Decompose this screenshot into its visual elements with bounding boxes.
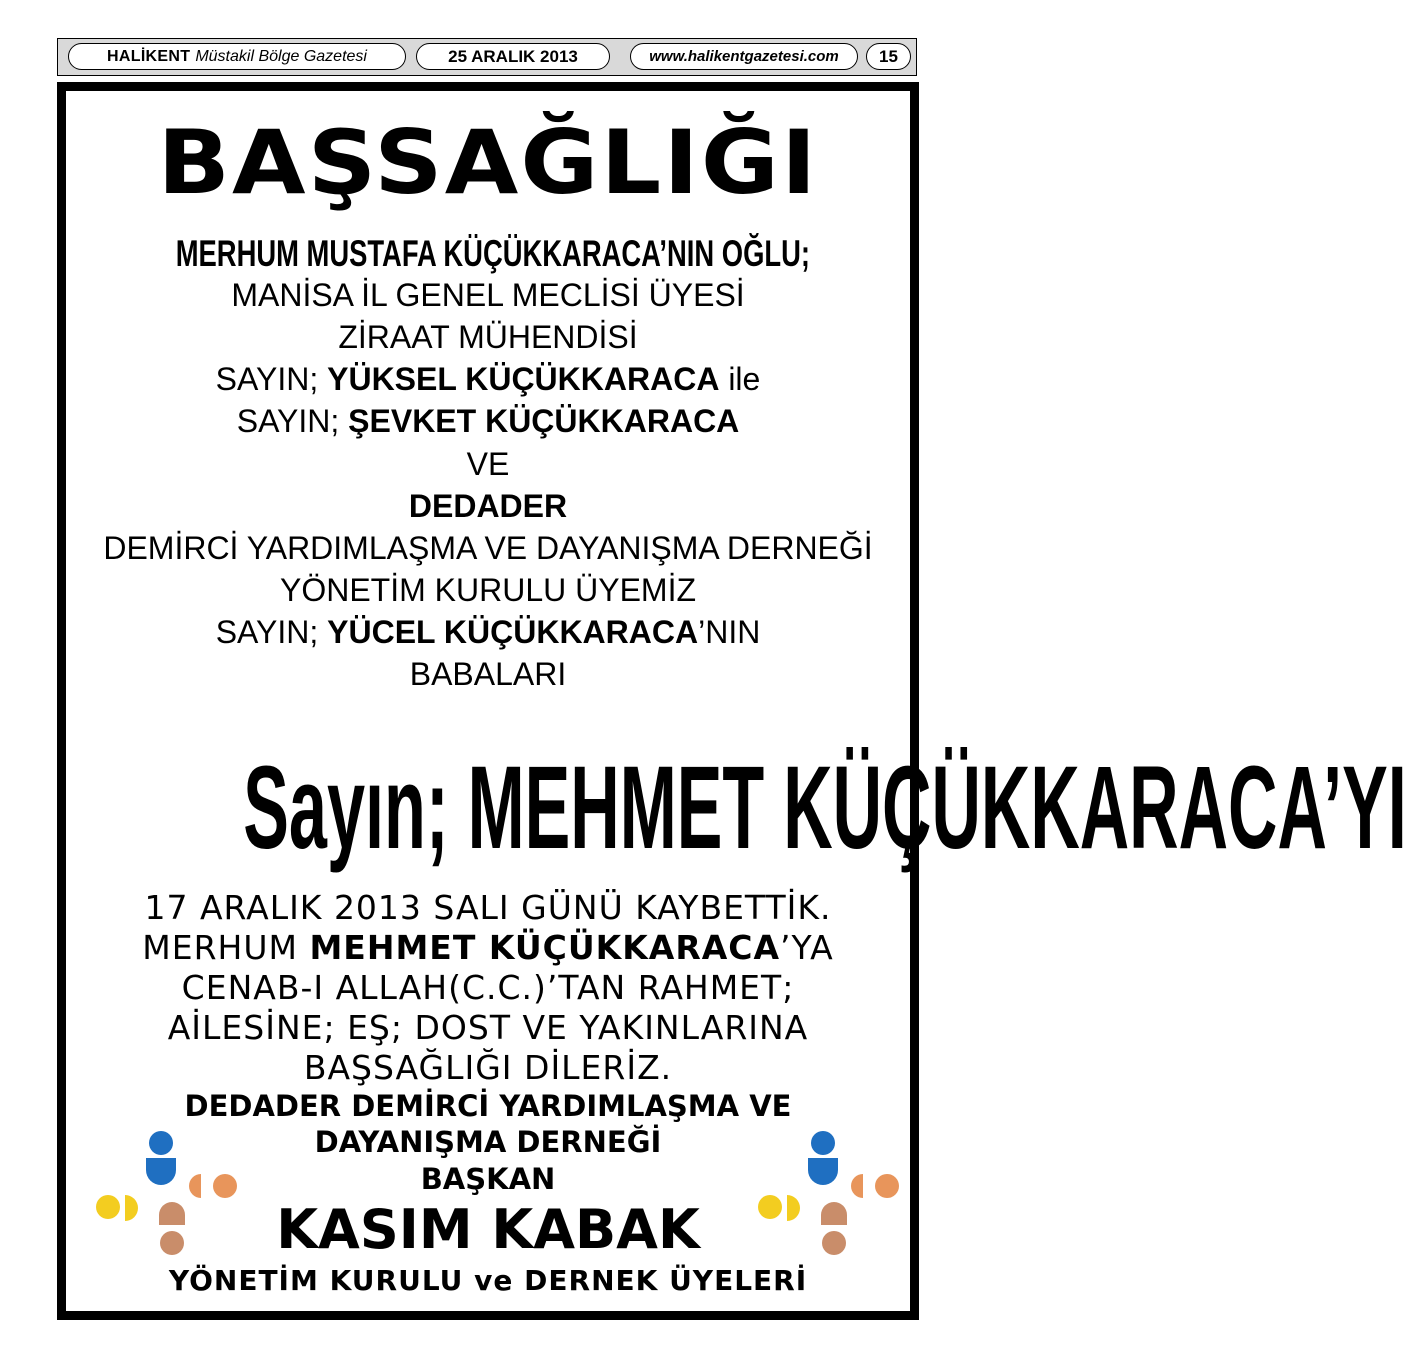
footer-members: YÖNETİM KURULU ve DERNEK ÜYELERİ: [168, 1264, 808, 1297]
dedader-logo-icon: [750, 1121, 910, 1256]
notice-line-3: ZİRAAT MÜHENDİSİ: [338, 319, 638, 355]
logo-orange-half: [851, 1174, 863, 1198]
logo-blue-half: [146, 1158, 176, 1185]
notice-line-6: VE: [466, 446, 510, 482]
logo-orange-half: [189, 1174, 201, 1198]
logo-yellow-dot: [758, 1195, 782, 1219]
nin-suffix: ’NIN: [698, 614, 761, 650]
message-line-3: CENAB-I ALLAH(C.C.)’TAN RAHMET;: [181, 968, 795, 1007]
logo-tan-dot: [822, 1231, 846, 1255]
sayin-prefix: SAYIN;: [236, 403, 349, 439]
notice-line-1: MERHUM MUSTAFA KÜÇÜKKARACA’NIN OĞLU;: [175, 233, 810, 274]
newspaper-name: [68, 43, 406, 70]
notice-line-10: [66, 616, 910, 648]
logo-tan-half: [159, 1202, 185, 1225]
notice-title: BAŞSAĞLIĞI: [157, 111, 819, 214]
sayin-prefix: SAYIN;: [215, 361, 328, 397]
deceased-name: Sayın; MEHMET KÜÇÜKKARACA’YI: [243, 742, 1407, 874]
sayin-prefix: SAYIN;: [215, 614, 328, 650]
name-sevket: ŞEVKET KÜÇÜKKARACA: [348, 403, 740, 439]
notice-line-11: BABALARI: [409, 656, 567, 692]
role-title: BAŞKAN: [420, 1162, 556, 1196]
notice-line-8: DEMİRCİ YARDIMLAŞMA VE DAYANIŞMA DERNEĞİ: [103, 530, 873, 566]
notice-line-2: MANİSA İL GENEL MECLİSİ ÜYESİ: [231, 277, 745, 313]
newspaper-header: [57, 38, 917, 76]
logo-yellow-dot: [96, 1195, 120, 1219]
message-line-1: 17 ARALIK 2013 SALI GÜNÜ KAYBETTİK.: [144, 888, 832, 927]
notice-line-9: YÖNETİM KURULU ÜYEMİZ: [279, 572, 697, 608]
logo-tan-half: [821, 1202, 847, 1225]
logo-orange-dot: [213, 1174, 237, 1198]
name-mehmet: MEHMET KÜÇÜKKARACA: [309, 928, 781, 967]
name-yucel: YÜCEL KÜÇÜKKARACA: [327, 614, 699, 650]
president-name: KASIM KABAK: [276, 1198, 700, 1261]
ya-suffix: ’YA: [780, 928, 834, 967]
message-line-5: BAŞSAĞLIĞI DİLERİZ.: [303, 1048, 673, 1087]
message-line-4: AİLESİNE; EŞ; DOST VE YAKINLARINA: [167, 1008, 809, 1047]
newspaper-tagline: Müstakil Bölge Gazetesi: [195, 47, 367, 65]
message-line-2: [66, 928, 910, 967]
organization-line-2: DAYANIŞMA DERNEĞİ: [314, 1125, 662, 1159]
name-yuksel: YÜKSEL KÜÇÜKKARACA: [327, 361, 720, 397]
organization-line-1: DEDADER DEMİRCİ YARDIMLAŞMA VE: [184, 1089, 792, 1123]
dedader-logo-icon: [88, 1121, 248, 1256]
logo-yellow-half: [125, 1195, 138, 1221]
newspaper-name-bold: HALİKENT: [107, 47, 191, 65]
merhum-prefix: MERHUM: [142, 928, 310, 967]
logo-yellow-half: [787, 1195, 800, 1221]
logo-orange-dot: [875, 1174, 899, 1198]
notice-line-5: [66, 405, 910, 437]
condolence-notice: [57, 82, 1407, 1320]
logo-blue-half: [808, 1158, 838, 1185]
issue-date: 25 ARALIK 2013: [416, 43, 610, 70]
website-link[interactable]: www.halikentgazetesi.com: [630, 43, 858, 70]
logo-blue-dot: [149, 1131, 173, 1155]
logo-tan-dot: [160, 1231, 184, 1255]
ile-suffix: ile: [719, 361, 761, 397]
logo-blue-dot: [811, 1131, 835, 1155]
notice-line-4: [66, 363, 910, 395]
page-number: 15: [866, 43, 911, 70]
notice-line-7: DEDADER: [408, 488, 568, 524]
